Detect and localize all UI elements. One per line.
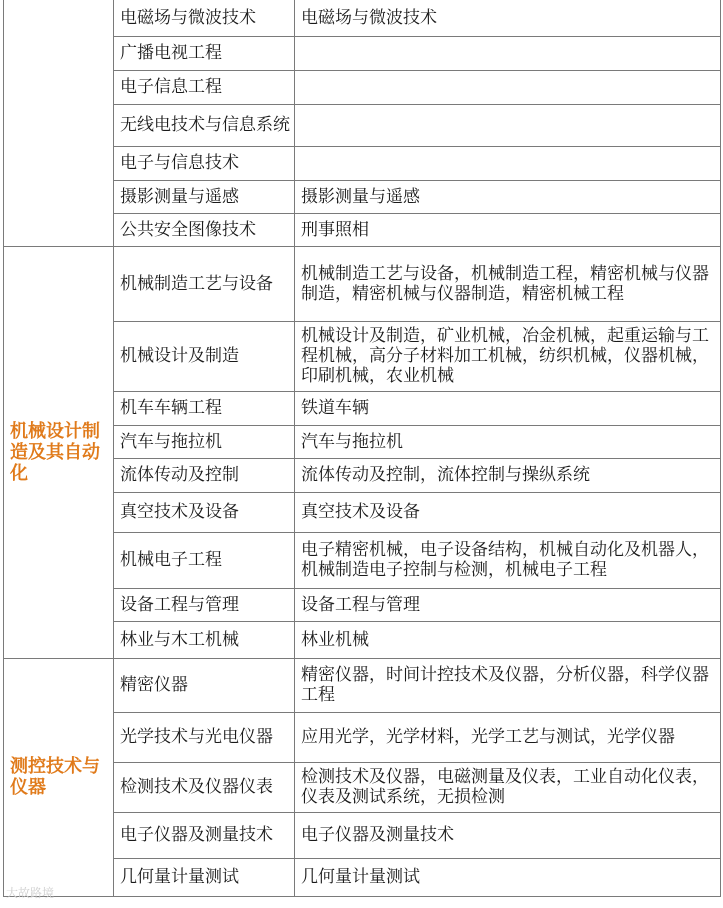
- major-cell: 机车车辆工程: [114, 391, 295, 425]
- major-cell: 汽车与拖拉机: [114, 425, 295, 458]
- category-cell: 测控技术与仪器: [4, 658, 114, 896]
- major-cell: 电子仪器及测量技术: [114, 812, 295, 858]
- major-cell: 机械设计及制造: [114, 321, 295, 391]
- old-major-cell: [295, 104, 721, 146]
- old-major-cell: 机械制造工艺与设备，机械制造工程，精密机械与仪器制造，精密机械与仪器制造，精密机械工程: [295, 246, 721, 321]
- old-major-cell: 精密仪器，时间计控技术及仪器，分析仪器，科学仪器工程: [295, 658, 721, 712]
- table-row: [4, 658, 721, 712]
- major-cell: 流体传动及控制: [114, 458, 295, 492]
- old-major-cell: 流体传动及控制，流体控制与操纵系统: [295, 458, 721, 492]
- major-cell: 摄影测量与遥感: [114, 180, 295, 213]
- major-cell: 几何量计量测试: [114, 858, 295, 896]
- major-cell: 机械电子工程: [114, 532, 295, 588]
- old-major-cell: [295, 70, 721, 104]
- old-major-cell: 电磁场与微波技术: [295, 0, 721, 36]
- major-cell: 真空技术及设备: [114, 492, 295, 532]
- table-row: [4, 246, 721, 321]
- old-major-cell: 应用光学，光学材料，光学工艺与测试，光学仪器: [295, 712, 721, 762]
- old-major-cell: 摄影测量与遥感: [295, 180, 721, 213]
- old-major-cell: 检测技术及仪器，电磁测量及仪表，工业自动化仪表，仪表及测试系统，无损检测: [295, 762, 721, 812]
- table-row: [4, 0, 721, 36]
- major-cell: 广播电视工程: [114, 36, 295, 70]
- old-major-cell: 设备工程与管理: [295, 588, 721, 621]
- old-major-cell: 机械设计及制造，矿业机械，冶金机械，起重运输与工程机械，高分子材料加工机械，纺织机械，仪器机械，印刷机械，农业机械: [295, 321, 721, 391]
- old-major-cell: 铁道车辆: [295, 391, 721, 425]
- old-major-cell: 林业机械: [295, 621, 721, 658]
- old-major-cell: 汽车与拖拉机: [295, 425, 721, 458]
- old-major-cell: [295, 36, 721, 70]
- major-cell: 检测技术及仪器仪表: [114, 762, 295, 812]
- old-major-cell: [295, 146, 721, 180]
- major-cell: 设备工程与管理: [114, 588, 295, 621]
- old-major-cell: 真空技术及设备: [295, 492, 721, 532]
- major-cell: 电子与信息技术: [114, 146, 295, 180]
- old-major-cell: 电子精密机械，电子设备结构，机械自动化及机器人，机械制造电子控制与检测，机械电子工程: [295, 532, 721, 588]
- major-mapping-table: [3, 0, 721, 897]
- major-cell: 无线电技术与信息系统: [114, 104, 295, 146]
- major-cell: 精密仪器: [114, 658, 295, 712]
- major-cell: 电磁场与微波技术: [114, 0, 295, 36]
- watermark: 大故路境: [6, 886, 55, 900]
- old-major-cell: 电子仪器及测量技术: [295, 812, 721, 858]
- old-major-cell: 几何量计量测试: [295, 858, 721, 896]
- major-cell: 电子信息工程: [114, 70, 295, 104]
- major-cell: 光学技术与光电仪器: [114, 712, 295, 762]
- major-cell: 机械制造工艺与设备: [114, 246, 295, 321]
- category-cell: [4, 0, 114, 246]
- major-cell: 林业与木工机械: [114, 621, 295, 658]
- old-major-cell: 刑事照相: [295, 213, 721, 246]
- category-cell: 机械设计制造及其自动化: [4, 246, 114, 658]
- major-cell: 公共安全图像技术: [114, 213, 295, 246]
